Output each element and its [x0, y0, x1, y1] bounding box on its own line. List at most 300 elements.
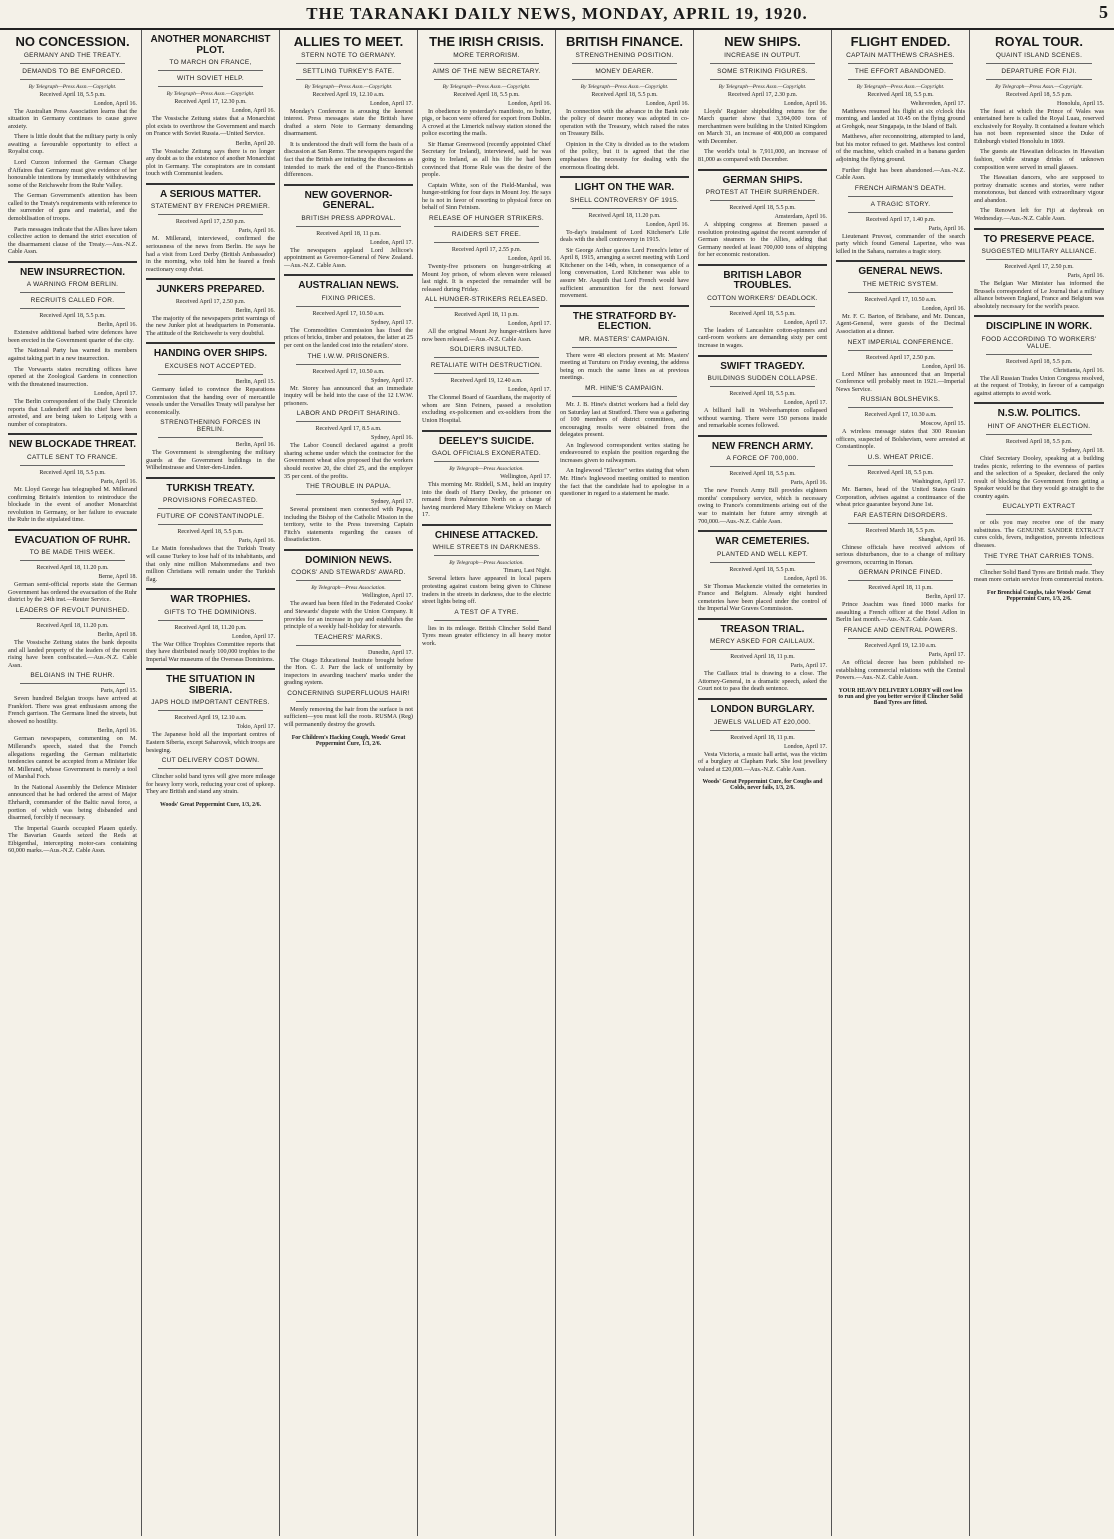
subheading: WHILE STREETS IN DARKNESS. — [432, 544, 541, 552]
subhead-rule — [848, 79, 953, 80]
headline: LONDON BURGLARY. — [710, 704, 815, 716]
received-line: Received April 18, 5.5 p.m. — [39, 469, 106, 476]
paragraph: Paris messages indicate that the Allies have taken collective action to demand the strict execution of the disarmament clause of the Treaty.—Aus.-N.Z. Cable Assn. — [8, 225, 137, 256]
headline: FLIGHT ENDED. — [850, 34, 951, 49]
subheading: THE TROUBLE IN PAPUA. — [305, 483, 392, 491]
received-line: Received April 18, 5.5 p.m. — [867, 91, 934, 98]
paragraph: The guests ate Hawaiian delicacies in Hawaiian fashion, while strange drinks of unknown composition were served in small glasses. — [974, 148, 1104, 171]
subheading: MR. MASTERS' CAMPAIGN. — [579, 335, 670, 343]
paragraph: lies in its mileage. British Clincher Solid Band Tyres mean greater efficiency in all heavy motor work. — [422, 624, 551, 647]
paragraph: Seven hundred Belgian troops have arrived at Frankfort. There was great enthusiasm among the French garrison. The Germans lined the streets, but showed no hostility. — [8, 695, 137, 725]
paragraph: Mr. J. B. Hine's district workers had a field day on Saturday last at Stratford. There was a gathering of 100 members of district committees, and encouraging results were obtained from the delegates present. — [560, 400, 689, 439]
column-rule — [422, 430, 551, 432]
subheading: THE EFFORT ABANDONED. — [854, 67, 947, 75]
dateline: Sydney, April 17. — [371, 499, 413, 506]
dateline: Sydney, April 18. — [1062, 447, 1104, 454]
paragraph: Sir Thomas Mackenzie visited the cemeteries in France and Belgium. Already eight hundred cemeteries have been placed under the control of the Imperial War Graves Commission. — [698, 582, 827, 613]
subhead-rule — [434, 555, 539, 556]
subhead-rule — [296, 645, 401, 646]
subhead-rule — [572, 63, 677, 64]
dateline: London, April 16. — [232, 108, 275, 114]
column-rule — [698, 264, 827, 266]
paragraph: German semi-official reports state the German Government has ordered the evacuation of the Ruhr district by the 24th inst.—Reuter Service. — [8, 581, 137, 604]
subhead-rule — [158, 710, 263, 711]
subhead-rule — [296, 580, 401, 581]
column-rule — [698, 169, 827, 171]
received-line: Received April 18, 11 p.m. — [316, 230, 381, 237]
paragraph: Chinese officials have received advices of serious disturbances, due to a change of military governors, occurring in Honan. — [836, 543, 965, 566]
dateline: London, April 17. — [232, 633, 275, 640]
subhead-rule — [20, 292, 125, 293]
paragraph: The Vossische Zeitung says there is no longer any doubt as to the existence of another Monarchist plot in Germany. The conspirators are in constant touch with Communist leaders. — [146, 147, 275, 178]
dateline: Weltevreden, April 17. — [910, 100, 965, 107]
received-line: Received April 17, 2.50 p.m. — [1004, 264, 1074, 271]
dateline: Berlin, April 16. — [235, 307, 275, 314]
paragraph: The Vossische Zeitung states that a Monarchist plot exists to overthrow the Government and march on France with Soviet Russia.—United Service. — [146, 115, 275, 138]
subhead-rule — [434, 307, 539, 308]
paragraph: Clincher Solid Band Tyres are British made. They mean more certain service from commercial motors. — [974, 568, 1104, 584]
headline: DISCIPLINE IN WORK. — [985, 321, 1093, 333]
subheading: AIMS OF THE NEW SECRETARY. — [432, 67, 541, 75]
paragraph: Prince Joachim was fined 1000 marks for assaulting a French officer at the Hotel Adlon in Berlin last month.—Aus.-N.Z. Cable Assn. — [836, 601, 965, 624]
subheading: INCREASE IN OUTPUT. — [724, 51, 801, 59]
column-7 — [832, 30, 970, 1536]
paragraph: Several letters have appeared in local papers protesting against custom being given to Chinese traders in the streets in darkness, due to the electric street lights being off. — [422, 575, 551, 606]
subheading: A TEST OF A TYRE. — [454, 608, 519, 616]
masthead-title: THE TARANAKI DAILY NEWS, MONDAY, APRIL 19, 1920. — [306, 4, 808, 23]
received-line: Received April 17, 10.50 a.m. — [864, 296, 937, 303]
subheading: MONEY DEARER. — [595, 67, 654, 75]
paragraph: The Belgian War Minister has informed the Brussels correspondent of Le Journal that a military alliance between England, France and Belgium was absolutely necessary for the world's peace. — [974, 280, 1104, 310]
subhead-rule — [848, 580, 953, 581]
subhead-rule — [20, 560, 125, 561]
subhead-rule — [20, 79, 125, 80]
headline: THE SITUATION IN SIBERIA. — [166, 674, 255, 696]
dateline: Amsterdam, April 16. — [774, 214, 827, 221]
subheading: RUSSIAN BOLSHEVIKS. — [860, 396, 941, 404]
subhead-rule — [434, 79, 539, 80]
received-line: Received April 18, 11.20 p.m. — [588, 212, 661, 219]
received-line: Received April 17, 2.50 p.m. — [175, 219, 246, 226]
subhead-rule — [20, 465, 125, 466]
paragraph: Lord Milner has announced that an Imperial Conference will probably meet in 1921.—Imperial News Service. — [836, 370, 965, 393]
subheading: RAIDERS SET FREE. — [451, 230, 522, 238]
subhead-rule — [848, 196, 953, 197]
subheading: FRENCH AIRMAN'S DEATH. — [854, 184, 947, 192]
advert-line: Woods' Great Peppermint Cure, for Coughs and Colds, never fails, 1/3, 2/6. — [702, 779, 823, 792]
paragraph: An Inglewood "Elector" writes stating that when Mr. Hine's Inglewood meeting omitted to mention the fact that the candidate had to apologise in a questioner in regard to a statement he made. — [560, 467, 689, 498]
subheading: DEMANDS TO BE ENFORCED. — [22, 67, 123, 75]
advert-line: For Children's Hacking Cough, Woods' Great Peppermint Cure, 1/3, 2/6. — [291, 734, 406, 747]
dateline: London, April 17. — [94, 391, 137, 398]
subheading: GERMANY AND THE TREATY. — [23, 51, 122, 59]
column-rule — [698, 435, 827, 437]
paragraph: The Imperial Guards occupied Plauen quietly. The Bavarian Guards seized the Reds at Eibigenthal, intercepting motor-cars containing 60,000 marks.—Aus.-N.Z. Cable Assn. — [8, 824, 137, 855]
subhead-rule — [296, 701, 401, 702]
paragraph: An Inglewood correspondent writes stating he endeavoured to explain the position regarding the increases given to railwaymen. — [560, 441, 689, 464]
column-rule — [560, 176, 689, 178]
received-line: Received April 19, 12.10 a.m. — [312, 91, 385, 98]
columns — [4, 30, 1110, 1536]
subheading: COOKS' AND STEWARDS' AWARD. — [291, 569, 406, 577]
paragraph: Lord Curzon informed the German Charge d'Affaires that Germany must give evidence of her honourable intentions by immediately withdrawing some of the Reichswehr from the Ruhr Valley. — [8, 159, 137, 189]
dateline: Paris, April 17. — [928, 652, 965, 659]
headline: JUNKERS PREPARED. — [156, 284, 265, 296]
headline: DEELEY'S SUICIDE. — [438, 435, 535, 447]
dateline: London, April 16. — [646, 100, 689, 107]
subhead-rule — [710, 649, 815, 650]
paragraph: Mr. Storey has announced that an immediate inquiry will be held into the case of the 12 I.W.W. prisoners. — [284, 384, 413, 407]
subhead-rule — [572, 208, 677, 209]
masthead — [0, 0, 1114, 30]
subhead-rule — [710, 79, 815, 80]
headline: ALLIES TO MEET. — [293, 34, 404, 49]
column-rule — [974, 228, 1104, 230]
dateline: Christiania, April 16. — [1053, 367, 1104, 374]
column-5 — [556, 30, 694, 1536]
byline: By Telegraph—Press Assn.—Copyright. — [718, 83, 807, 90]
dateline: London, April 16. — [784, 575, 827, 582]
byline: By Telegraph—Press Assn.—Copyright. — [995, 83, 1083, 90]
paragraph: Mr. Lloyd George has telegraphed M. Millerand confirming Britain's intention to reintroduce the blockade in the event of another Monarchist revolution in Germany, or her failure to evacuate the Ruhr in the stipulated time. — [8, 485, 137, 524]
column-6 — [694, 30, 832, 1536]
dateline: Paris, April 16. — [238, 538, 275, 545]
subheading: THE TYRE THAT CARRIES TONS. — [983, 552, 1095, 560]
column-4 — [418, 30, 556, 1536]
paragraph: The Australian Press Association learns that the situation in Germany continues to cause grave anxiety. — [8, 107, 137, 130]
subhead-rule — [158, 70, 263, 71]
subhead-rule — [848, 292, 953, 293]
paragraph: An official decree has been published re-establishing commercial relations with the Central Powers.—Aus.-N.Z. Cable Assn. — [836, 659, 965, 682]
subhead-rule — [710, 562, 815, 563]
received-line: Received March 18, 5.5 p.m. — [865, 527, 936, 534]
received-line: Received April 19, 12.10 a.m. — [174, 715, 247, 722]
paragraph: The National Party has warned its members against taking part in a new insurrection. — [8, 347, 137, 362]
subhead-rule — [710, 63, 815, 64]
paragraph: The feast at which the Prince of Wales was entertained here is called the Royal Luau, reserved exclusively for Royalty. It contained a feature which has not been represented since the Duke of Edinburgh visited Honolulu in 1869. — [974, 107, 1104, 145]
subhead-rule — [434, 373, 539, 374]
paragraph: Mr. F. C. Barton, of Brisbane, and Mr. Duncan, Agent-General, were guests of the Decimal Association at a dinner. — [836, 312, 965, 336]
paragraph: There were 48 electors present at Mr. Masters' meeting at Turuturu on Friday evening, the address being on much the same lines as at previous meetings. — [560, 351, 689, 382]
paragraph: or oils you may receive one of the many substitutes. The GENUINE SANDER EXTRACT cures colds, fevers, indigestion, prevents infectious diseases. — [974, 519, 1104, 550]
byline: By Telegraph—Press Assn.—Copyright. — [28, 83, 117, 90]
dateline: Wellington, April 17. — [362, 593, 413, 600]
column-rule — [560, 305, 689, 307]
subheading: EXCUSES NOT ACCEPTED. — [164, 362, 257, 370]
dateline: Berlin, April 18. — [97, 631, 137, 638]
subhead-rule — [296, 494, 401, 495]
byline: By Telegraph—Press Association. — [449, 466, 524, 473]
paragraph: A shipping congress at Bremen passed a resolution protesting against the recent surrender of German steamers to the Allies, adding that Germany needed at least 700,000 tons of shipping for her economic restoration. — [698, 221, 827, 259]
paragraph: Germany failed to convince the Reparations Commission that the handing over of mercantile vessels under the Versailles Treaty will paralyse her economically. — [146, 385, 275, 416]
subheading: BUILDINGS SUDDEN COLLAPSE. — [707, 375, 818, 383]
received-line: Received April 18, 11.20 p.m. — [36, 622, 109, 629]
subheading: MERCY ASKED FOR CAILLAUX. — [710, 638, 815, 646]
subheading: FOOD ACCORDING TO WORKERS' VALUE. — [981, 335, 1097, 350]
subheading: EUCALYPTI EXTRACT — [1002, 503, 1076, 511]
subheading: THE I.W.W. PRISONERS. — [307, 352, 390, 360]
column-rule — [146, 342, 275, 344]
paragraph: The Clonmel Board of Guardians, the majority of whom are Sinn Feiners, passed a resolution excluding ex-policemen and ex-soldiers from the Union Hospital. — [422, 394, 551, 425]
headline: THE IRISH CRISIS. — [429, 34, 544, 49]
paragraph: A wireless message states that 300 Russian officers, suspected of Bolshevism, were arrested at Constantinople. — [836, 428, 965, 451]
paragraph: In connection with the advance in the Bank rate the policy of dearer money was adopted in co-operation with the Treasury, which raised the rates on Treasury Bills. — [560, 107, 689, 138]
headline: ROYAL TOUR. — [995, 34, 1083, 49]
dateline: Paris, April 16. — [1067, 273, 1104, 280]
byline: By Telegraph—Press Association. — [311, 585, 386, 592]
received-line: Received April 19, 12.40 a.m. — [450, 378, 523, 385]
subhead-rule — [710, 386, 815, 387]
headline: A SERIOUS MATTER. — [159, 188, 262, 200]
subheading: JEWELS VALUED AT £20,000. — [713, 718, 812, 726]
received-line: Received April 18, 5.5 p.m. — [39, 313, 106, 320]
subhead-rule — [986, 79, 1092, 80]
paragraph: Opinion in the City is divided as to the wisdom of the policy, but it is agreed that the rise emphasises the necessity for dealing with the enormous floating debt. — [560, 140, 689, 171]
subheading: U.S. WHEAT PRICE. — [867, 453, 934, 461]
subhead-rule — [296, 63, 401, 64]
subheading: NEXT IMPERIAL CONFERENCE. — [847, 338, 954, 346]
paragraph: Captain White, son of the Field-Marshal, was hunger-striking for four days in Mount Joy. He says he is not in favor of resorting to physical force on behalf of Sinn Feinism. — [422, 181, 551, 212]
dateline: London, April 17. — [784, 319, 827, 326]
subheading: SETTLING TURKEY'S FATE. — [302, 67, 395, 75]
paragraph: Matthews resumed his flight at six o'clock this morning, and landed at 10.45 on the flying ground at Grohgok, near Singapaja, in the Island of Bali. — [836, 107, 965, 130]
dateline: Shanghai, April 16. — [918, 536, 965, 543]
subheading: PROTEST AT THEIR SURRENDER. — [705, 189, 820, 197]
subhead-rule — [986, 514, 1092, 515]
subhead-rule — [572, 396, 677, 397]
received-line: Received April 18, 5.5 p.m. — [729, 566, 796, 573]
subhead-rule — [20, 308, 125, 309]
paragraph: Merely removing the hair from the surface is not sufficient—you must kill the roots. RUSMA (Reg) will permanently destroy the growth. — [284, 705, 413, 729]
column-rule — [974, 315, 1104, 317]
paragraph: Lieutenant Pruvost, commander of the search party which found General Laperine, who was killed in the Sahara, narrates a tragic story. — [836, 232, 965, 255]
subheading: FAR EASTERN DISORDERS. — [853, 511, 948, 519]
dateline: Paris, April 16. — [928, 225, 965, 232]
subhead-rule — [158, 437, 263, 438]
subheading: GAOL OFFICIALS EXONERATED. — [432, 450, 541, 458]
headline: EVACUATION OF RUHR. — [14, 534, 131, 546]
subheading: TO BE MADE THIS WEEK. — [29, 549, 116, 557]
received-line: Received April 17, 10.30 a.m. — [864, 412, 937, 419]
paragraph: The Vorwaerts states recruiting offices have opened at the Zoological Gardens in connection with the threatened insurrection. — [8, 365, 137, 388]
column-rule — [422, 524, 551, 526]
headline: TO PRESERVE PEACE. — [983, 233, 1095, 245]
subheading: MORE TERRORISM. — [453, 51, 520, 59]
received-line: Received April 18, 11 p.m. — [730, 734, 795, 741]
paragraph: Clincher solid band tyres will give more mileage for heavy lorry work, reducing your cost of upkeep. They are British and stand any strain. — [146, 773, 275, 796]
subhead-rule — [848, 63, 953, 64]
paragraph: The leaders of Lancashire cotton-spinners and card-room workers are demanding sixty per cent increase in wages. — [698, 326, 827, 350]
column-1 — [4, 30, 142, 1536]
subheading: SOLDIERS INSULTED. — [449, 346, 524, 354]
dateline: Moscow, April 15. — [920, 421, 965, 428]
dateline: London, April 16. — [922, 305, 965, 312]
subheading: FIXING PRICES. — [321, 294, 376, 302]
dateline: London, April 17. — [784, 743, 827, 750]
subhead-rule — [848, 350, 953, 351]
column-rule — [974, 402, 1104, 404]
paragraph: Mr. Barnes, head of the United States Grain Corporation, advises against a continuance of the wheat price guarantee beyond June 1st. — [836, 485, 965, 509]
subhead-rule — [572, 79, 677, 80]
subhead-rule — [710, 200, 815, 201]
dateline: Paris, April 16. — [238, 228, 275, 235]
paragraph: The All Russian Trades Union Congress resolved, at the request of Trotsky, in favour of a campaign against attempts to avoid work. — [974, 374, 1104, 397]
subheading: THE METRIC SYSTEM. — [862, 280, 939, 288]
paragraph: The German Government's attention has been called to the Treaty's requirements with reference to the surrender of guns and material, and the demobilisation of troops. — [8, 192, 137, 222]
paragraph: The newspapers applaud Lord Jellicoe's appointment as Governor-General of New Zealand.—Aus.-N.Z. Cable Assn. — [284, 246, 413, 269]
headline: HANDING OVER SHIPS. — [153, 348, 268, 360]
paragraph: This morning Mr. Riddell, S.M., held an inquiry into the death of Harry Deeley, the prisoner on remand from Palmerston North on a charge of having murdered Mary Ethelene Wickey on March 17. — [422, 481, 551, 519]
received-line: Received April 18, 11 p.m. — [868, 585, 933, 592]
subhead-rule — [986, 63, 1092, 64]
received-line: Received April 17, 10.50 a.m. — [312, 310, 385, 317]
paragraph: The world's total is 7,911,000, an increase of 81,000 as compared with December. — [698, 148, 827, 164]
paragraph: The Government is strengthening the military guards at the Government buildings in the Wilhelmstrasse and Unter-den-Linden. — [146, 449, 275, 472]
subheading: COTTON WORKERS' DEADLOCK. — [707, 294, 818, 302]
subheading: CATTLE SENT TO FRANCE. — [27, 453, 118, 461]
dateline: London, April 16. — [508, 100, 551, 107]
subhead-rule — [434, 242, 539, 243]
headline: THE STRATFORD BY-ELECTION. — [572, 310, 677, 333]
column-8 — [970, 30, 1108, 1536]
column-rule — [836, 260, 965, 262]
page-number: 5 — [1099, 2, 1108, 22]
received-line: Received April 18, 5.5 p.m. — [177, 529, 244, 536]
dateline: Berlin, April 16. — [97, 728, 137, 735]
paragraph: Twenty-five prisoners on hunger-striking at Mount Joy prison, of whom eleven were released last night. It is expected the remainder will be released during Friday. — [422, 262, 551, 293]
subheading: QUAINT ISLAND SCENES. — [995, 51, 1083, 59]
subhead-rule — [158, 508, 263, 509]
dateline: London, April 17. — [508, 321, 551, 328]
received-line: Received April 18, 5.5 p.m. — [729, 205, 796, 212]
subheading: GIFTS TO THE DOMINIONS. — [164, 608, 257, 616]
dateline: London, April 17. — [508, 387, 551, 394]
paragraph: The Labor Council declared against a profit sharing scheme under which the contractor for the Government wheat silos proposed that the workers should receive 20, the chief 25, and the employer 35 per cent. of the profits. — [284, 442, 413, 480]
dateline: London, April 16. — [784, 100, 827, 107]
dateline: London, April 16. — [922, 363, 965, 370]
headline: CHINESE ATTACKED. — [434, 529, 539, 541]
received-line: Received April 17, 10.50 a.m. — [312, 368, 385, 375]
headline: N.S.W. POLITICS. — [997, 408, 1081, 420]
subhead-rule — [848, 407, 953, 408]
paragraph: The award has been filed in the Federated Cooks' and Stewards' dispute with the Union Company. It provides for an increase in pay and establishes the principle of a weekly half-holiday for stewards. — [284, 600, 413, 631]
paragraph: In obedience to yesterday's manifesto, no butter, pigs, or bacon were offered for export from Dublin. A crowd at the Limerick railway station stoned the police escorting the mails. — [422, 107, 551, 138]
column-rule — [146, 668, 275, 670]
received-line: Received April 17, 1.40 p.m. — [865, 216, 936, 223]
byline: By Telegraph—Press Association. — [449, 560, 524, 567]
byline: By Telegraph—Press Assn.—Copyright. — [442, 83, 531, 90]
paragraph: Monday's Conference is arousing the keenest interest. Press messages state the British have drafted a stern Note to Germany demanding disarmament. — [284, 107, 413, 138]
subheading: PROVISIONS FORECASTED. — [162, 497, 259, 505]
received-line: Received April 18, 11 p.m. — [730, 654, 795, 661]
subhead-rule — [434, 357, 539, 358]
dateline: Berlin, April 20. — [235, 140, 275, 147]
paragraph: The Hawaiian dancers, who are supposed to portray dramatic scenes and stories, were rather monotonous, but danced with extraordinary vigour and abandon. — [974, 174, 1104, 204]
headline: ANOTHER MONARCHIST PLOT. — [150, 34, 271, 56]
subheading: STRENGTHENING FORCES IN BERLIN. — [160, 419, 261, 434]
subheading: CAPTAIN MATTHEWS CRASHES. — [846, 51, 955, 59]
column-rule — [146, 477, 275, 479]
headline: NEW INSURRECTION. — [20, 266, 125, 278]
headline: BRITISH FINANCE. — [566, 34, 683, 49]
received-line: Received April 18, 5.5 p.m. — [39, 91, 106, 98]
paragraph: The majority of the newspapers print warnings of the new Junker plot at headquarters in Pomerania. The attitude of the Reichswehr is very doubtful. — [146, 314, 275, 337]
subheading: LABOR AND PROFIT SHARING. — [296, 410, 401, 418]
dateline: Sydney, April 17. — [371, 377, 413, 384]
received-line: Received April 18, 5.5 p.m. — [591, 91, 658, 98]
subhead-rule — [20, 63, 125, 64]
dateline: Wellington, April 17. — [500, 474, 551, 481]
received-line: Received April 17, 2.55 p.m. — [451, 246, 522, 253]
subhead-rule — [848, 465, 953, 466]
subhead-rule — [986, 259, 1092, 260]
headline: TURKISH TREATY. — [166, 482, 255, 494]
subheading: WITH SOVIET HELP. — [177, 75, 244, 82]
paragraph: German newspapers, commenting on M. Millerand's speech, stated that the French allegations regarding the German militaristic tendencies cannot be accepted from a Minister like M. Millerand, whose Government is merely a tool of Marshal Foch. — [8, 735, 137, 781]
headline: WAR TROPHIES. — [170, 594, 251, 606]
subhead-rule — [296, 421, 401, 422]
dateline: London, April 16. — [646, 221, 689, 228]
subheading: BELGIANS IN THE RUHR. — [30, 672, 115, 680]
byline: By Telegraph—Press Assn.—Copyright. — [580, 83, 669, 90]
subheading: BRITISH PRESS APPROVAL. — [301, 214, 396, 222]
subheading: JAPS HOLD IMPORTANT CENTRES. — [151, 699, 270, 707]
subheading: RELEASE OF HUNGER STRIKERS. — [428, 214, 544, 222]
received-line: Received April 18, 5.5 p.m. — [729, 391, 796, 398]
paragraph: The Renown left for Fiji at daybreak on Wednesday.—Aus.-N.Z. Cable Assn. — [974, 207, 1104, 222]
received-line: Received April 18, 5.5 p.m. — [729, 471, 796, 478]
subheading: RECRUITS CALLED FOR. — [30, 297, 115, 305]
received-line: Received April 18, 11 p.m. — [454, 312, 519, 319]
paragraph: The Japanese hold all the important centres of Eastern Siberia, except Saharovsk, which troops are besieging. — [146, 731, 275, 754]
paragraph: Further flight has been abandoned.—Aus.-N.Z. Cable Assn. — [836, 166, 965, 182]
subheading: SHELL CONTROVERSY OF 1915. — [570, 196, 679, 204]
headline: NEW SHIPS. — [724, 34, 801, 49]
advert-line: YOUR HEAVY DELIVERY LORRY will cost less to run and give you better service if Clincher Solid Band Tyres are fitted. — [838, 687, 963, 706]
advert-line: For Bronchial Coughs, take Woods' Great Peppermint Cure, 1/3, 2/6. — [987, 589, 1091, 602]
received-line: Received April 17, 2.50 p.m. — [175, 298, 246, 305]
dateline: Paris, April 15. — [100, 688, 137, 695]
dateline: Paris, April 16. — [790, 480, 827, 487]
headline: GERMAN SHIPS. — [722, 174, 803, 186]
subheading: STRENGTHENING POSITION. — [575, 51, 674, 59]
subhead-rule — [710, 466, 815, 467]
column-rule — [146, 588, 275, 590]
subhead-rule — [158, 620, 263, 621]
subhead-rule — [986, 434, 1092, 435]
subheading: FRANCE AND CENTRAL POWERS. — [843, 627, 958, 635]
received-line: Received April 18, 5.5 p.m. — [729, 310, 796, 317]
paragraph: Le Matin foreshadows that the Turkish Treaty will cause Turkey to lose half of its inhabitants, and that only nine million Mahommedans and two million Christians will remain under the Turkish flag. — [146, 545, 275, 583]
dateline: Berlin, April 16. — [235, 442, 275, 449]
headline: NEW GOVERNOR-GENERAL. — [304, 189, 393, 212]
subheading: TO MARCH ON FRANCE, — [169, 59, 252, 66]
subhead-rule — [848, 212, 953, 213]
subhead-rule — [434, 63, 539, 64]
column-rule — [284, 184, 413, 186]
column-2 — [142, 30, 280, 1536]
dateline: Honolulu, April 15. — [1056, 100, 1104, 107]
column-rule — [698, 530, 827, 532]
headline: NEW BLOCKADE THREAT. — [8, 439, 137, 451]
subhead-rule — [20, 618, 125, 619]
subhead-rule — [158, 374, 263, 375]
paragraph: In the National Assembly the Defence Minister announced that he had ordered the arrest of Major Ehrhardt, commander of the Baltic naval force, a portion of which was being disbanded and disarmed, forcibly if necessary. — [8, 783, 137, 822]
subhead-rule — [20, 683, 125, 684]
dateline: Washington, April 17. — [912, 478, 965, 485]
subhead-rule — [158, 214, 263, 215]
subheading: TEACHERS' MARKS. — [314, 633, 383, 641]
